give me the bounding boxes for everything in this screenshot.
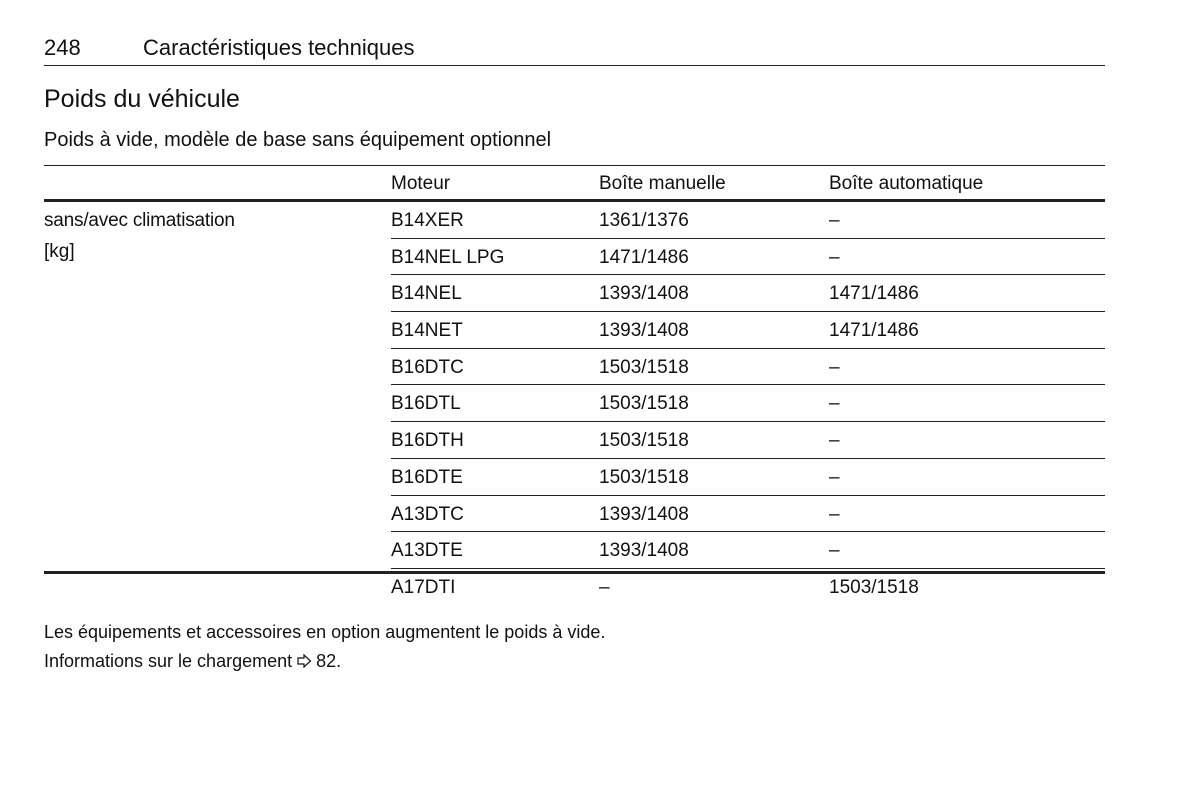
page-header	[44, 35, 1105, 66]
table-rows	[391, 202, 1105, 606]
cell-automatic-weight: 1503/1518	[829, 576, 919, 598]
cell-engine: B14NEL LPG	[391, 246, 505, 268]
cell-engine: B16DTL	[391, 393, 461, 415]
cell-automatic-weight: –	[829, 246, 840, 268]
cell-engine: B16DTC	[391, 356, 464, 378]
table-row	[391, 385, 1105, 422]
arrow-reference-icon	[297, 654, 312, 668]
cell-manual-weight: 1471/1486	[599, 246, 689, 268]
page-number: 248	[44, 35, 81, 60]
column-header-automatic-gearbox: Boîte automatique	[829, 173, 984, 194]
cell-automatic-weight: –	[829, 466, 840, 488]
section-title: Poids du véhicule	[44, 85, 240, 113]
note-loading-page-link[interactable]: 82.	[316, 651, 342, 671]
cell-engine: B16DTE	[391, 466, 463, 488]
table-row	[391, 532, 1105, 569]
cell-engine: A13DTE	[391, 540, 463, 562]
cell-automatic-weight: 1471/1486	[829, 320, 919, 342]
cell-manual-weight: 1393/1408	[599, 540, 689, 562]
section-subtitle: Poids à vide, modèle de base sans équipement optionnel	[44, 129, 552, 151]
chapter-title: Caractéristiques techniques	[143, 35, 415, 60]
column-header-engine: Moteur	[391, 173, 451, 194]
cell-automatic-weight: 1471/1486	[829, 283, 919, 305]
cell-engine: A13DTC	[391, 503, 464, 525]
cell-manual-weight: 1393/1408	[599, 283, 689, 305]
cell-manual-weight: 1393/1408	[599, 503, 689, 525]
cell-automatic-weight: –	[829, 540, 840, 562]
table-body	[44, 202, 1105, 598]
table-row	[391, 496, 1105, 533]
cell-manual-weight: 1393/1408	[599, 320, 689, 342]
table-row	[391, 422, 1105, 459]
cell-manual-weight: 1503/1518	[599, 356, 689, 378]
cell-manual-weight: 1503/1518	[599, 393, 689, 415]
table-header-row	[44, 166, 1105, 202]
row-unit: [kg]	[44, 241, 75, 262]
table-row	[391, 459, 1105, 496]
cell-manual-weight: 1503/1518	[599, 466, 689, 488]
cell-manual-weight: 1361/1376	[599, 210, 689, 231]
cell-automatic-weight: –	[829, 356, 840, 378]
cell-engine: B16DTH	[391, 430, 464, 452]
cell-manual-weight: 1503/1518	[599, 430, 689, 452]
table-row	[391, 275, 1105, 312]
table-row	[391, 312, 1105, 349]
cell-automatic-weight: –	[829, 503, 840, 525]
table-row	[391, 202, 1105, 239]
note-loading-text: Informations sur le chargement	[44, 651, 293, 671]
table-row	[391, 239, 1105, 276]
weight-table	[44, 165, 1105, 598]
cell-automatic-weight: –	[829, 430, 840, 452]
cell-engine: B14XER	[391, 210, 464, 231]
cell-engine: A17DTI	[391, 576, 456, 598]
table-row	[391, 569, 1105, 606]
note-loading-reference	[44, 650, 341, 672]
column-header-manual-gearbox: Boîte manuelle	[599, 173, 726, 194]
cell-engine: B14NET	[391, 320, 463, 342]
table-row	[391, 349, 1105, 386]
cell-automatic-weight: –	[829, 393, 840, 415]
note-optional-equipment: Les équipements et accessoires en option augmentent le poids à vide.	[44, 622, 606, 642]
row-label: sans/avec climatisation	[44, 210, 235, 231]
cell-automatic-weight: –	[829, 210, 840, 231]
cell-manual-weight: –	[599, 576, 610, 598]
cell-engine: B14NEL	[391, 283, 462, 305]
